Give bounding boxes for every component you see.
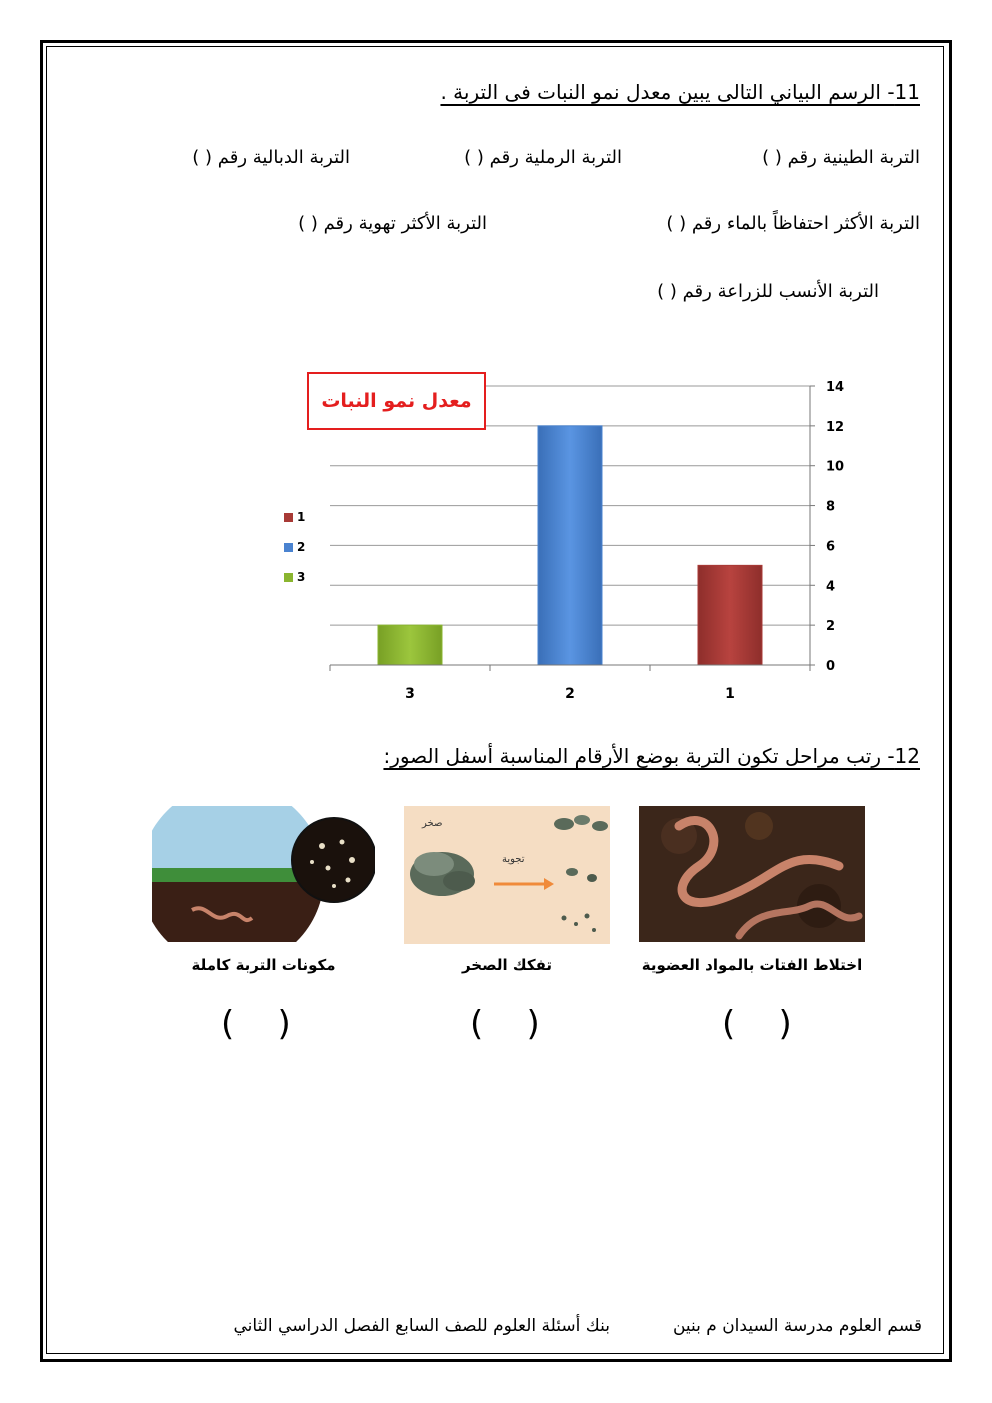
legend-swatch-1 [284,513,293,522]
legend-item-1 [284,510,305,524]
legend-item-2 [284,540,305,554]
plant-growth-chart [270,370,870,720]
q11-option-water-retention: التربة الأكثر احتفاظاً بالماء رقم ( ) [666,213,920,234]
answer-paren-2[interactable]: ( ) [470,1004,540,1044]
soil-components-image [152,806,375,942]
y-tick-label-10: 10 [826,459,845,475]
legend-label-3: 3 [297,570,306,584]
soil-layers-illustration [152,806,375,942]
earthworm-illustration [639,806,865,942]
weathering-label: تجوية [502,854,525,865]
q11-title: 11- الرسم البياني التالى يبين معدل نمو النبات فى التربة . [440,80,920,104]
q11-option-clay: التربة الطينية رقم ( ) [762,147,920,168]
rock-label: صخر [422,818,443,829]
bar-2 [538,426,602,665]
earthworms-image [639,806,865,942]
legend-swatch-3 [284,573,293,582]
rock-weathering-image [404,806,610,944]
caption-soil-complete: مكونات التربة كاملة [191,956,336,974]
x-tick-label-2: 2 [565,686,575,702]
answer-paren-3[interactable]: ( ) [221,1004,291,1044]
y-tick-label-8: 8 [826,499,836,515]
footer-question-bank: بنك أسئلة العلوم للصف السابع الفصل الدراسي الثاني [233,1316,610,1336]
y-tick-label-12: 12 [826,419,845,435]
q11-option-aeration: التربة الأكثر تهوية رقم ( ) [298,213,487,234]
caption-rock-breakdown: تفكك الصخر [461,956,553,974]
y-tick-label-6: 6 [826,539,836,555]
legend-label-1: 1 [297,510,306,524]
q12-title: 12- رتب مراحل تكون التربة بوضع الأرقام المناسبة أسفل الصور: [383,744,920,768]
legend-item-3 [284,570,305,584]
footer-department: قسم العلوم مدرسة السيدان م بنين [672,1316,922,1336]
q11-option-sand: التربة الرملية رقم ( ) [464,147,622,168]
caption-organic-mixing: اختلاط الفتات بالمواد العضوية [641,956,863,974]
chart-title-box [307,372,486,430]
y-tick-label-0: 0 [826,659,836,674]
q11-option-best-farming: التربة الأنسب للزراعة رقم ( ) [657,281,879,302]
x-tick-label-3: 3 [405,686,415,702]
legend-swatch-2 [284,543,293,552]
legend-label-2: 2 [297,540,306,554]
chart-title: معدل نمو النبات [321,390,472,412]
y-tick-label-4: 4 [826,579,836,595]
x-tick-label-1: 1 [725,686,735,702]
y-tick-label-2: 2 [826,619,836,635]
y-tick-label-14: 14 [826,380,845,395]
q11-option-humus: التربة الدبالية رقم ( ) [192,147,350,168]
bar-1 [698,565,762,665]
answer-paren-1[interactable]: ( ) [722,1004,792,1044]
bar-3 [378,625,442,665]
